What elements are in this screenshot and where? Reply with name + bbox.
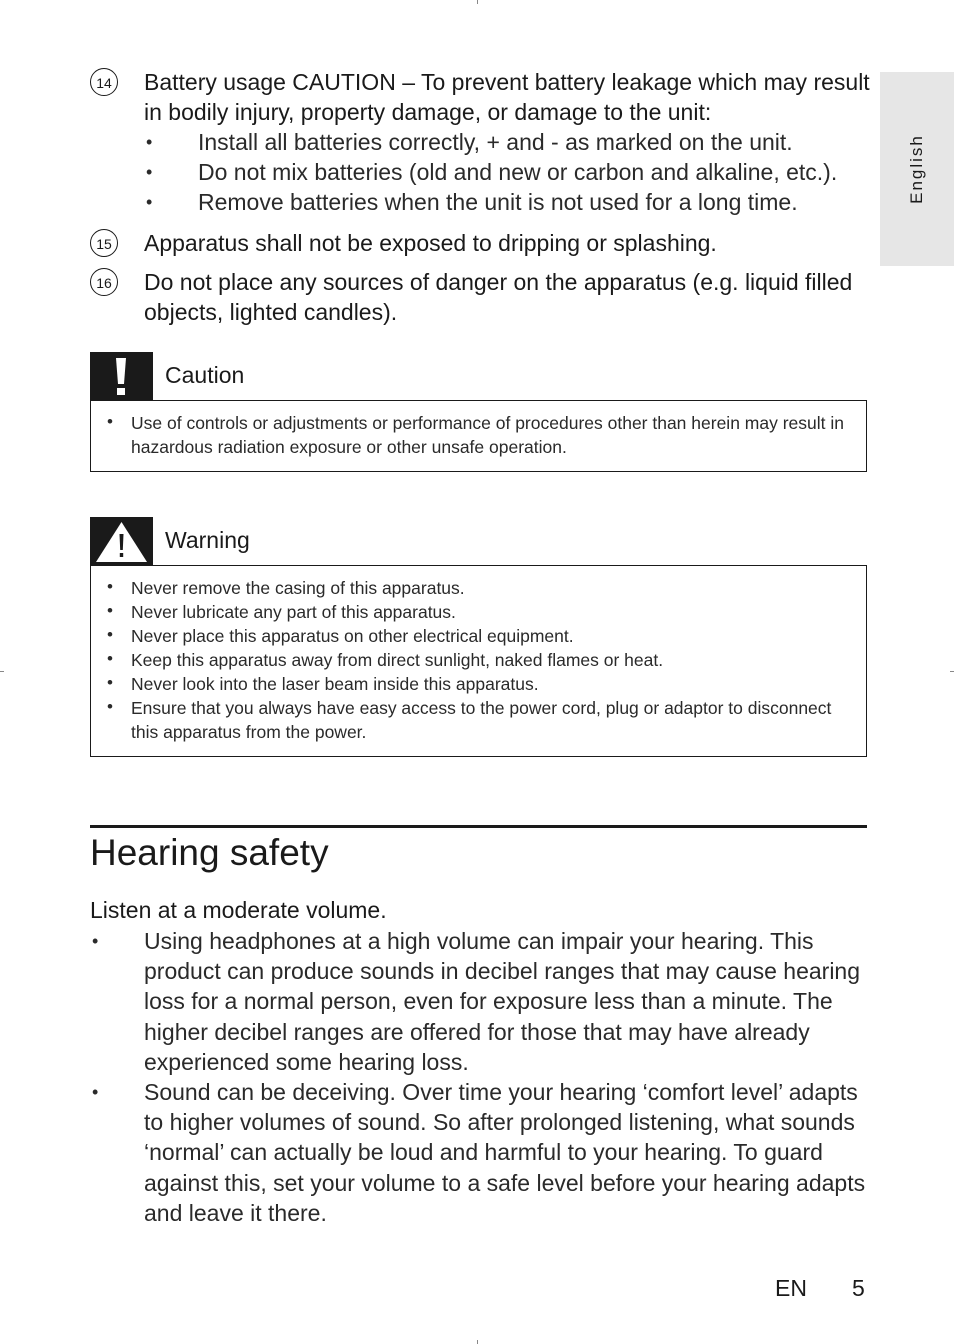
section-lead: Listen at a moderate volume. xyxy=(90,897,387,923)
numbered-item-14 xyxy=(90,67,870,217)
section-title: Hearing safety xyxy=(90,832,329,873)
warning-box xyxy=(90,565,867,757)
battery-bullet-list xyxy=(144,127,870,217)
caution-box xyxy=(90,400,867,472)
list-item: • Using headphones at a high volume can impair your hearing. This product can produce sounds in decibel ranges that may cause hearing loss for a normal person, even for exposure less than a minute. The higher decibel ranges are offered for those that may have already experienced some hearing loss. xyxy=(90,926,870,1077)
list-item: • Remove batteries when the unit is not used for a long time. xyxy=(144,187,870,217)
exclamation-icon xyxy=(90,352,153,400)
hearing-safety-list xyxy=(90,926,870,1228)
list-item: • Do not mix batteries (old and new or carbon and alkaline, etc.). xyxy=(144,157,870,187)
caution-header xyxy=(90,352,867,400)
item-text: Do not place any sources of danger on the apparatus (e.g. liquid filled objects, lighted candles). xyxy=(144,269,853,325)
list-item: • Never lubricate any part of this apparatus. xyxy=(105,600,846,624)
list-item: • Ensure that you always have easy access to the power cord, plug or adaptor to disconnect this apparatus from the power. xyxy=(105,696,846,744)
item-number-badge: 16 xyxy=(90,268,118,296)
crop-mark-right xyxy=(950,671,954,672)
item-number-badge: 15 xyxy=(90,229,118,257)
warning-triangle-icon xyxy=(90,517,153,565)
numbered-item-15 xyxy=(90,228,870,258)
caution-title: Caution xyxy=(165,362,245,388)
list-item: • Keep this apparatus away from direct sunlight, naked flames or heat. xyxy=(105,648,846,672)
list-item: • Use of controls or adjustments or performance of procedures other than herein may result in hazardous radiation exposure or other unsafe operation. xyxy=(105,411,846,459)
list-item: • Sound can be deceiving. Over time your hearing ‘comfort level’ adapts to higher volumes of sound. So after prolonged listening, what sounds ‘normal’ can actually be loud and harmful to your hearing. To guard against this, set your volume to a safe level before your hearing adapts and leave it there. xyxy=(90,1077,870,1228)
item-text: Battery usage CAUTION – To prevent battery leakage which may result in bodily injury, property damage, or damage to the unit: xyxy=(144,69,870,125)
warning-title: Warning xyxy=(165,527,250,553)
item-number-badge: 14 xyxy=(90,68,118,96)
side-tab-label: English xyxy=(907,134,926,204)
item-text: Apparatus shall not be exposed to dripping or splashing. xyxy=(144,230,717,256)
footer-language: EN xyxy=(775,1275,807,1301)
list-item: • Never look into the laser beam inside this apparatus. xyxy=(105,672,846,696)
warning-list xyxy=(105,576,846,744)
caution-list xyxy=(105,411,846,459)
page-number: 5 xyxy=(852,1275,865,1301)
crop-mark-top xyxy=(477,0,478,4)
language-side-tab xyxy=(880,72,954,266)
warning-notice xyxy=(90,517,867,757)
list-item: • Install all batteries correctly, + and - as marked on the unit. xyxy=(144,127,870,157)
warning-header xyxy=(90,517,867,565)
crop-mark-bottom xyxy=(477,1340,478,1344)
caution-notice xyxy=(90,352,867,472)
crop-mark-left xyxy=(0,671,4,672)
list-item: • Never remove the casing of this apparatus. xyxy=(105,576,846,600)
numbered-item-16 xyxy=(90,267,870,327)
list-item: • Never place this apparatus on other electrical equipment. xyxy=(105,624,846,648)
